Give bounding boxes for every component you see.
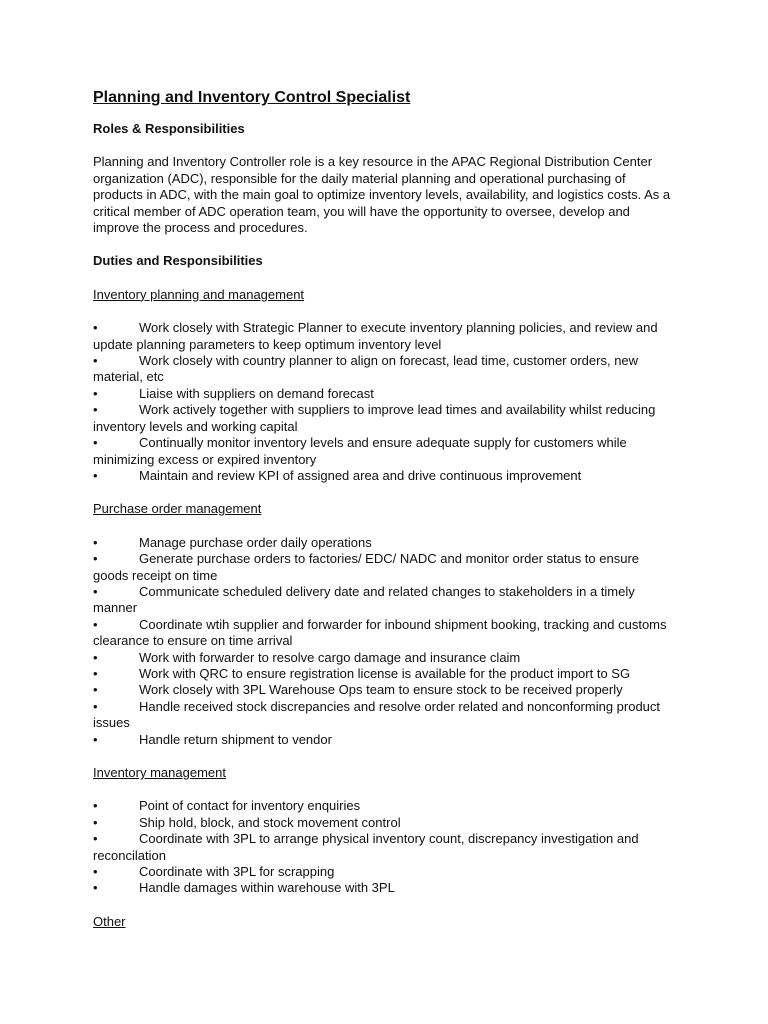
bullet-icon: •	[93, 682, 98, 698]
bullet-icon: •	[93, 731, 98, 747]
list-item-text: Handle return shipment to vendor	[139, 731, 332, 747]
list-item	[93, 551, 678, 584]
list-item	[93, 617, 678, 650]
list-item-text: Maintain and review KPI of assigned area and drive continuous improvement	[139, 467, 582, 483]
list-item-text: Generate purchase orders to factories/ EDC/ NADC and monitor order status to ensure goods receipt on time	[93, 551, 640, 583]
bullet-icon: •	[93, 798, 98, 814]
list-item-text: Handle received stock discrepancies and resolve order related and nonconforming product issues	[93, 698, 661, 731]
list-item	[93, 682, 678, 698]
list-item	[93, 699, 678, 732]
bullet-icon: •	[93, 831, 98, 847]
list-item-text: Ship hold, block, and stock movement control	[139, 814, 401, 830]
bullet-icon: •	[93, 385, 98, 401]
list-item-text: Coordinate with 3PL to arrange physical inventory count, discrepancy investigation and reconcilation	[93, 831, 639, 863]
list-item	[93, 864, 678, 880]
list-item-text: Work closely with country planner to align on forecast, lead time, customer orders, new material, etc	[93, 353, 639, 385]
list-item	[93, 831, 678, 864]
bullet-list	[93, 320, 678, 484]
list-item	[93, 815, 678, 831]
duties-sections	[93, 287, 678, 930]
list-item	[93, 402, 678, 435]
list-item-text: Manage purchase order daily operations	[139, 534, 372, 550]
list-item	[93, 798, 678, 814]
list-item	[93, 435, 678, 468]
bullet-icon: •	[93, 649, 98, 665]
document-page	[93, 88, 678, 947]
section-heading: Purchase order management	[93, 501, 262, 517]
bullet-icon: •	[93, 880, 98, 896]
bullet-icon: •	[93, 402, 98, 418]
bullet-list	[93, 535, 678, 748]
list-item-text: Point of contact for inventory enquiries	[139, 798, 361, 814]
bullet-icon: •	[93, 665, 98, 681]
duties-heading: Duties and Responsibilities	[93, 253, 263, 269]
section-heading: Other	[93, 913, 126, 929]
bullet-icon: •	[93, 616, 98, 632]
bullet-icon: •	[93, 551, 98, 567]
list-item	[93, 353, 678, 386]
list-item-text: Coordinate wtih supplier and forwarder for inbound shipment booking, tracking and customs clearance to ensure on time arrival	[93, 616, 667, 649]
bullet-icon: •	[93, 864, 98, 880]
list-item-text: Work with QRC to ensure registration license is available for the product import to SG	[139, 665, 631, 681]
list-item-text: Work actively together with suppliers to improve lead times and availability whilst reducing inventory levels and working capital	[93, 402, 656, 434]
list-item	[93, 732, 678, 748]
bullet-icon: •	[93, 435, 98, 451]
list-item	[93, 666, 678, 682]
list-item-text: Work closely with 3PL Warehouse Ops team to ensure stock to be received properly	[139, 682, 623, 698]
list-item	[93, 650, 678, 666]
list-item	[93, 880, 678, 896]
section-heading: Inventory management	[93, 765, 226, 780]
bullet-icon: •	[93, 320, 98, 336]
list-item	[93, 468, 678, 484]
bullet-icon: •	[93, 534, 98, 550]
roles-paragraph: Planning and Inventory Controller role is a key resource in the APAC Regional Distribution Center organization (ADC), responsible for the daily material planning and operational purchasing of products in ADC, with the main goal to optimize inventory levels, availability, and logistics costs. As a critical member of ADC operation team, you will have the opportunity to oversee, develop and improve the process and procedures.	[93, 154, 671, 236]
bullet-icon: •	[93, 467, 98, 483]
list-item	[93, 320, 678, 353]
list-item-text: Handle damages within warehouse with 3PL	[139, 880, 395, 896]
list-item-text: Work with forwarder to resolve cargo damage and insurance claim	[139, 649, 521, 665]
list-item-text: Liaise with suppliers on demand forecast	[139, 385, 374, 401]
list-item	[93, 584, 678, 617]
list-item-text: Work closely with Strategic Planner to execute inventory planning policies, and review and update planning parameters to keep optimum inventory level	[93, 320, 658, 352]
section-heading: Inventory planning and management	[93, 286, 305, 302]
list-item-text: Communicate scheduled delivery date and related changes to stakeholders in a timely manner	[93, 583, 635, 616]
bullet-icon: •	[93, 814, 98, 830]
list-item-text: Continually monitor inventory levels and ensure adequate supply for customers while minimizing excess or expired inventory	[93, 435, 627, 467]
bullet-list	[93, 798, 678, 896]
bullet-icon: •	[93, 698, 98, 714]
roles-heading: Roles & Responsibilities	[93, 121, 245, 136]
list-item	[93, 535, 678, 551]
document-title: Planning and Inventory Control Specialist	[93, 89, 411, 106]
list-item-text: Coordinate with 3PL for scrapping	[139, 864, 335, 880]
bullet-icon: •	[93, 353, 98, 369]
bullet-icon: •	[93, 583, 98, 599]
list-item	[93, 386, 678, 402]
